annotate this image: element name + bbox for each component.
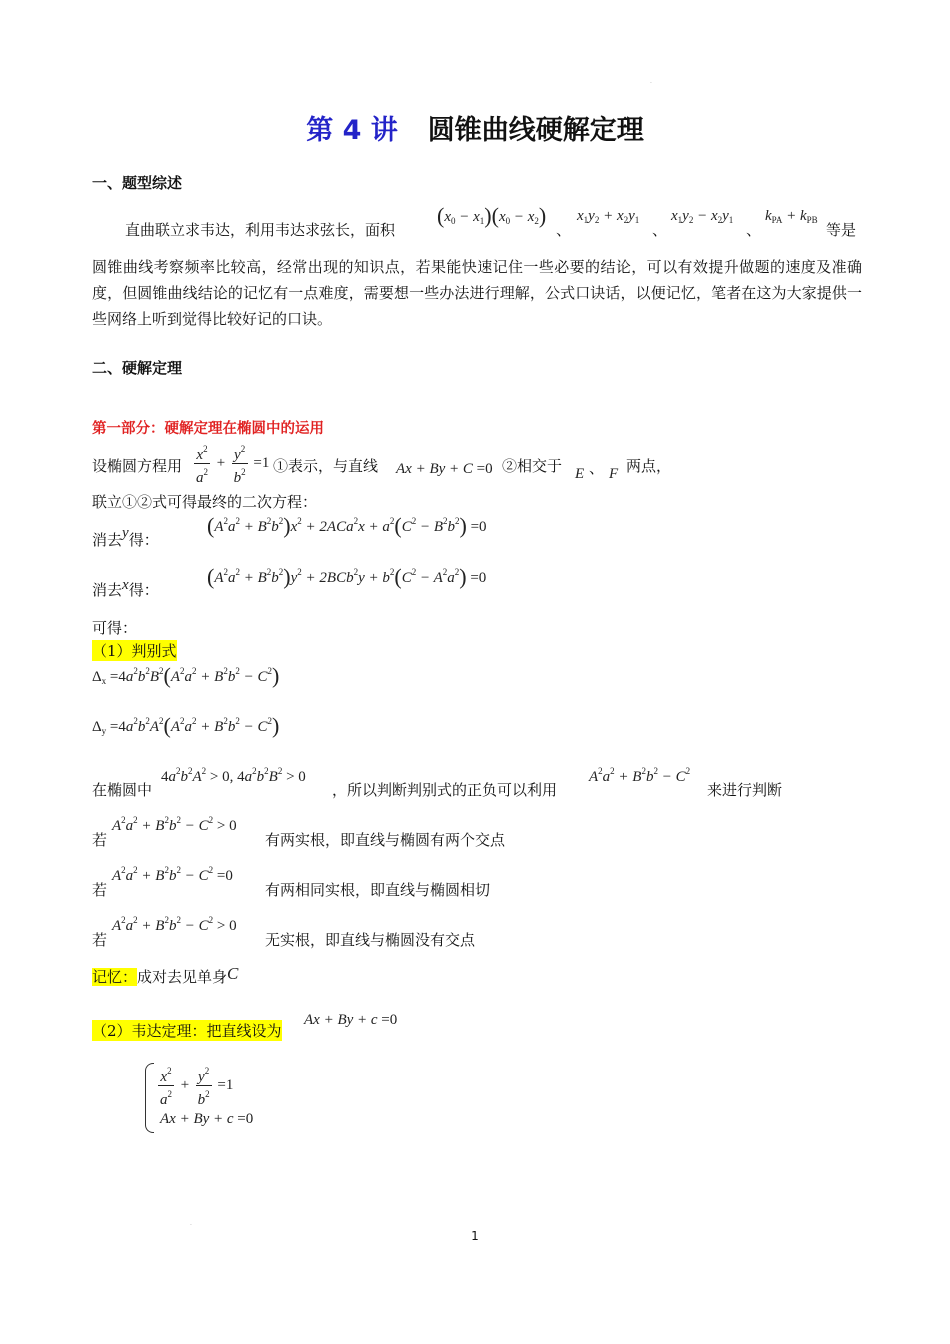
separator: 、 <box>746 221 762 239</box>
lecture-number: 第 4 讲 <box>306 115 398 146</box>
ellipse-positive-condition: $4a^2b^2A^2 > 0$, $4a^2b^2B^2 > 0$ <box>161 766 306 785</box>
sec1-paragraph: 圆锥曲线考察频率比较高，经常出现的知识点，若果能快速记住一些必要的结论，可以有效提升做题的速度及准确度，但圆锥曲线结论的记忆有一点难度，需要想一些办法进行理解，公式口诀话，以便记忆，笔者在这为大家提供一些网络上听到觉得比较好记的口诀。 <box>92 258 862 328</box>
section-heading-2: 二、硬解定理 <box>92 359 183 377</box>
formula-product: $(x_0 - x_1)(x_0 - x_2)$ <box>437 203 547 228</box>
discriminant-label: （1）判别式 <box>92 642 177 660</box>
vieta-line-equation: Ax + By + c =0 <box>304 1012 398 1028</box>
combine-text: 联立①②式可得最终的二次方程： <box>92 493 318 511</box>
case3-condition: $A^2a^2 + B^2b^2 - C^2 > 0$ <box>112 915 237 934</box>
section-heading-1: 一、题型综述 <box>92 174 183 192</box>
eliminate-y-label: 消去y得： <box>92 525 159 549</box>
part1-heading: 第一部分：硬解定理在椭圆中的运用 <box>92 421 324 437</box>
lecture-name: 圆锥曲线硬解定理 <box>427 115 644 146</box>
delta-y-formula: $\Delta_y =4a^2b^2A^2(A^2a^2 + B^2b^2 - C^2)$ <box>92 713 280 738</box>
point-f: F <box>609 466 619 482</box>
point-e: E <box>575 466 585 482</box>
judge-tail-text: 来进行判断 <box>707 781 783 799</box>
memo-line: 记忆：成对去见单身C <box>92 964 239 986</box>
quadratic-in-y: $(A^2a^2 + B^2b^2)y^2 + 2BCb^2y + b^2(C^2 - A^2a^2) =0$ <box>207 564 487 589</box>
case2-condition: $A^2a^2 + B^2b^2 - C^2 =0$ <box>112 865 233 884</box>
scan-dot: . <box>650 78 652 85</box>
page-number: 1 <box>471 1229 479 1243</box>
if-label: 若 <box>92 931 108 949</box>
case2-text: 有两相同实根，即直线与椭圆相切 <box>265 881 491 899</box>
judge-expression: $A^2a^2 + B^2b^2 - C^2$ <box>589 766 691 785</box>
judge-text: ，所以判断判别式的正负可以利用 <box>332 781 558 799</box>
separator: 、 <box>652 221 668 239</box>
ellipse-condition-text: 在椭圆中 <box>92 781 153 799</box>
ellipse-equation: $\frac{x^2}{a^2}$ + $\frac{y^2}{b^2}$ =1 <box>192 441 269 486</box>
delta-x-formula: $\Delta_x =4a^2b^2B^2(A^2a^2 + B^2b^2 - C^2)$ <box>92 663 280 688</box>
separator: 、 <box>556 221 572 239</box>
quadratic-in-x: $(A^2a^2 + B^2b^2)x^2 + 2ACa^2x + a^2(C^2 - B^2b^2) =0$ <box>207 513 487 538</box>
if-label: 若 <box>92 881 108 899</box>
formula-diff: $x_1y_2 - x_2y_1$ <box>671 208 734 225</box>
formula-sum: $x_1y_2 + x_2y_1$ <box>577 208 640 225</box>
vieta-label: （2）韦达定理：把直线设为 <box>92 1022 282 1040</box>
intersect-text: ②相交于 <box>502 457 563 475</box>
system-ellipse-equation: $\frac{x^2}{a^2}$ + $\frac{y^2}{b^2}$ =1 <box>156 1063 233 1108</box>
system-brace <box>145 1063 154 1133</box>
system-line-equation: Ax + By + c =0 <box>160 1111 254 1127</box>
formula-slopes: $k_{PA} + k_{PB}$ <box>765 208 818 225</box>
case3-text: 无实根，即直线与椭圆没有交点 <box>265 931 476 949</box>
separator: 、 <box>589 459 605 477</box>
eliminate-x-label: 消去x得： <box>92 577 159 599</box>
if-label: 若 <box>92 831 108 849</box>
case1-text: 有两实根，即直线与椭圆有两个交点 <box>265 831 506 849</box>
result-text: 可得： <box>92 619 138 637</box>
page-title <box>0 108 950 147</box>
sec1-tail: 等是 <box>826 221 857 239</box>
line-equation: Ax + By + C =0 <box>396 461 493 477</box>
line-intro-text: ①表示，与直线 <box>273 457 379 475</box>
two-points-text: 两点， <box>626 457 672 475</box>
ellipse-setup-text: 设椭圆方程用 <box>92 457 183 475</box>
scan-dot: . <box>190 1220 192 1227</box>
sec1-lead: 直曲联立求韦达，利用韦达求弦长，面积 <box>125 221 396 239</box>
case1-condition: $A^2a^2 + B^2b^2 - C^2 > 0$ <box>112 815 237 834</box>
